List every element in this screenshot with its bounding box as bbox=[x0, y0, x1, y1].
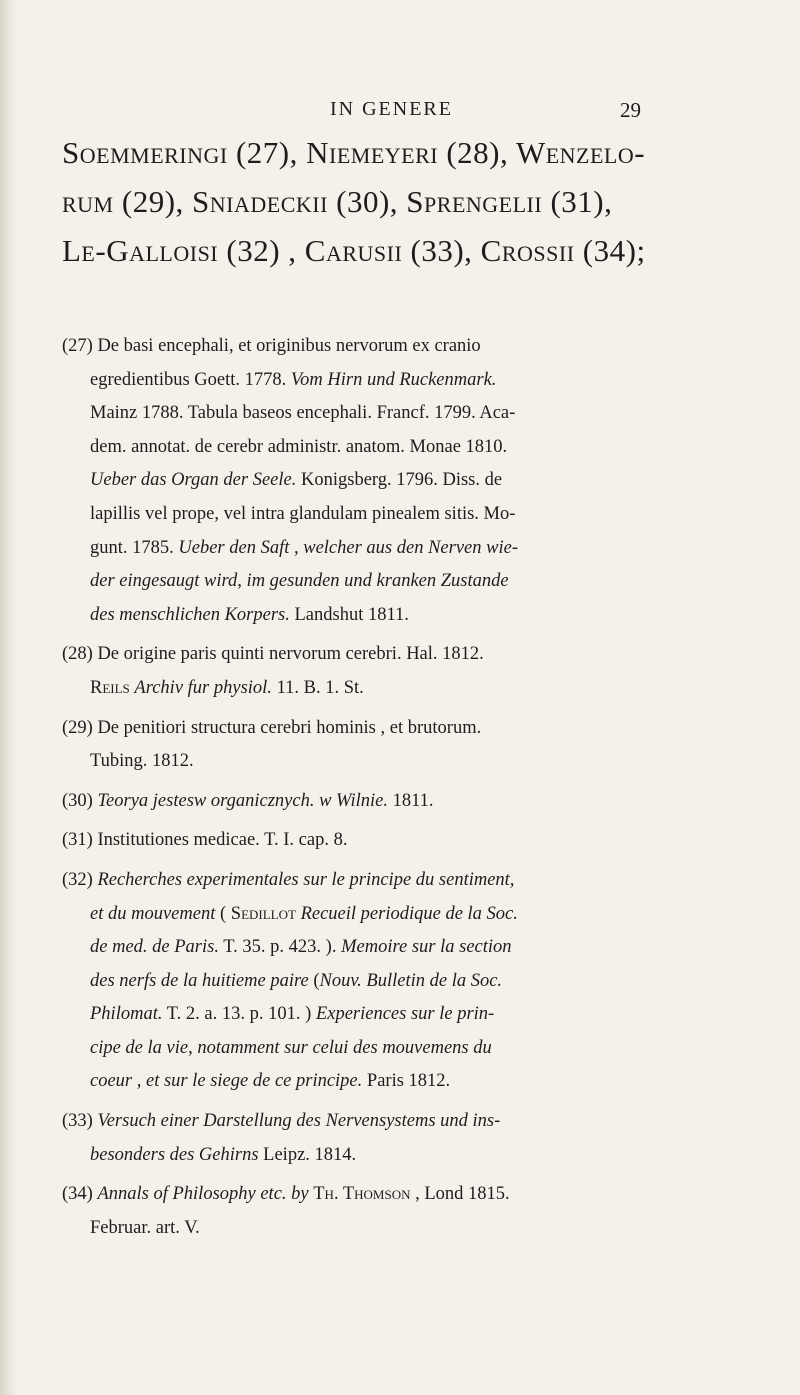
footnote-author-smallcaps: Th. Thomson bbox=[313, 1184, 411, 1205]
footnote-text: Landshut 1811. bbox=[289, 604, 409, 625]
footnote-title-italic: cipe de la vie, notamment sur celui des mouvemens du bbox=[90, 1037, 492, 1058]
footnote-title-italic: Versuch einer Darstellung des Nervensystems und ins- bbox=[97, 1111, 501, 1132]
footnote-text: (28) De origine paris quinti nervorum cerebri. Hal. 1812. bbox=[62, 644, 484, 665]
footnote-text: egredientibus Goett. 1778. bbox=[90, 369, 291, 390]
footnote-line bbox=[62, 745, 762, 779]
footnote-line bbox=[62, 532, 762, 566]
footnote-text: (29) De penitiori structura cerebri hominis , et brutorum. bbox=[62, 717, 482, 738]
footnote-line-start bbox=[62, 864, 762, 898]
running-head bbox=[0, 98, 800, 124]
footnote-title-italic: de med. de Paris. bbox=[90, 937, 219, 958]
footnote-line bbox=[62, 965, 762, 999]
footnote-title-italic: Archiv fur physiol. bbox=[134, 677, 272, 698]
footnote-text: (30) bbox=[62, 790, 98, 811]
footnotes bbox=[62, 330, 762, 1245]
footnote-text: dem. annotat. de cerebr administr. anatom. Monae 1810. bbox=[90, 436, 508, 457]
footnote-text: (31) Institutiones medicae. T. I. cap. 8. bbox=[62, 830, 348, 851]
footnote-title-italic: Philomat. bbox=[90, 1004, 163, 1025]
footnote-author-smallcaps: Reils bbox=[90, 677, 130, 698]
footnote-title-italic: Ueber das Organ der Seele. bbox=[90, 470, 297, 491]
footnote-line bbox=[62, 498, 762, 532]
footnote-text: Februar. art. V. bbox=[90, 1217, 200, 1238]
footnote-title-italic: Memoire sur la section bbox=[341, 937, 512, 958]
footnote-text: T. 35. p. 423. ). bbox=[218, 937, 342, 958]
footnote-title-italic: et du mouvement bbox=[90, 903, 216, 924]
lead-paragraph bbox=[62, 128, 762, 275]
lead-line: rum (29), Sniadeckii (30), Sprengelii (31), bbox=[62, 184, 613, 219]
footnote-title-italic: coeur , et sur le siege de ce principe. bbox=[90, 1071, 363, 1092]
footnote-text: Konigsberg. 1796. Diss. de bbox=[296, 470, 503, 491]
footnote-line bbox=[62, 397, 762, 431]
footnote-title-italic: Annals of Philosophy etc. by bbox=[97, 1184, 309, 1205]
footnote-title-italic: Vom Hirn und Ruckenmark. bbox=[290, 369, 497, 390]
footnote-text: (34) bbox=[62, 1184, 98, 1205]
footnote-line-start bbox=[62, 824, 762, 858]
footnote-line bbox=[62, 672, 762, 706]
footnote-title-italic: Ueber den Saft , welcher aus den Nerven wie- bbox=[178, 537, 518, 558]
footnote-text: , Lond 1815. bbox=[410, 1184, 510, 1205]
footnote-text: T. 2. a. 13. p. 101. ) bbox=[162, 1004, 316, 1025]
footnote-text: ( bbox=[215, 903, 231, 924]
footnote-title-italic: Teorya jestesw organicznych. w Wilnie. bbox=[97, 790, 388, 811]
footnote-text: gunt. 1785. bbox=[90, 537, 179, 558]
footnote-title-italic: der eingesaugt wird, im gesunden und kranken Zustande bbox=[90, 571, 509, 592]
page-number: 29 bbox=[620, 98, 641, 122]
footnote-text: Tubing. 1812. bbox=[90, 751, 194, 772]
footnote-line-start bbox=[62, 785, 762, 819]
footnote-line-start bbox=[62, 1178, 762, 1212]
footnote-line bbox=[62, 431, 762, 465]
footnote-line-start bbox=[62, 638, 762, 672]
footnote-line bbox=[62, 998, 762, 1032]
footnote-line bbox=[62, 565, 762, 599]
footnote-line bbox=[62, 1032, 762, 1066]
footnote-line bbox=[62, 1212, 762, 1246]
footnote-line bbox=[62, 464, 762, 498]
footnote-title-italic: des nerfs de la huitieme paire bbox=[90, 970, 309, 991]
footnote-text: lapillis vel prope, vel intra glandulam pinealem sitis. Mo- bbox=[90, 503, 516, 524]
footnote-title-italic: Experiences sur le prin- bbox=[315, 1004, 495, 1025]
footnote-line bbox=[62, 931, 762, 965]
footnote-text: Leipz. 1814. bbox=[258, 1144, 357, 1165]
footnote-line bbox=[62, 1065, 762, 1099]
footnote-text: (33) bbox=[62, 1111, 98, 1132]
footnote-text: 11. B. 1. St. bbox=[271, 677, 364, 698]
footnote-text: 1811. bbox=[387, 790, 434, 811]
footnote-line bbox=[62, 364, 762, 398]
footnote-title-italic: besonders des Gehirns bbox=[90, 1144, 259, 1165]
footnote-title-italic: des menschlichen Korpers. bbox=[90, 604, 290, 625]
footnote-text: Mainz 1788. Tabula baseos encephali. Francf. 1799. Aca- bbox=[90, 403, 516, 424]
footnote-title-italic: Recherches experimentales sur le principe du sentiment, bbox=[97, 869, 515, 890]
footnote-line-start bbox=[62, 330, 762, 364]
footnote-line bbox=[62, 1139, 762, 1173]
running-title: IN GENERE bbox=[330, 98, 453, 120]
footnote-text: Paris 1812. bbox=[362, 1071, 451, 1092]
footnote-title-italic: Nouv. Bulletin de la Soc. bbox=[319, 970, 503, 991]
footnote-author-smallcaps: Sedillot bbox=[230, 903, 296, 924]
lead-line: Soemmeringi (27), Niemeyeri (28), Wenzelo- bbox=[62, 135, 646, 170]
footnote-text: ( bbox=[308, 970, 320, 991]
lead-line: Le-Galloisi (32) , Carusii (33), Crossii (34); bbox=[62, 233, 646, 268]
footnote-title-italic: Recueil periodique de la Soc. bbox=[300, 903, 518, 924]
footnote-line bbox=[62, 599, 762, 633]
footnote-text: (27) De basi encephali, et originibus nervorum ex cranio bbox=[62, 336, 481, 356]
footnote-line bbox=[62, 898, 762, 932]
footnote-text: (32) bbox=[62, 869, 98, 890]
page-gutter-shadow bbox=[0, 0, 18, 1395]
footnote-line-start bbox=[62, 1105, 762, 1139]
footnote-line-start bbox=[62, 712, 762, 746]
